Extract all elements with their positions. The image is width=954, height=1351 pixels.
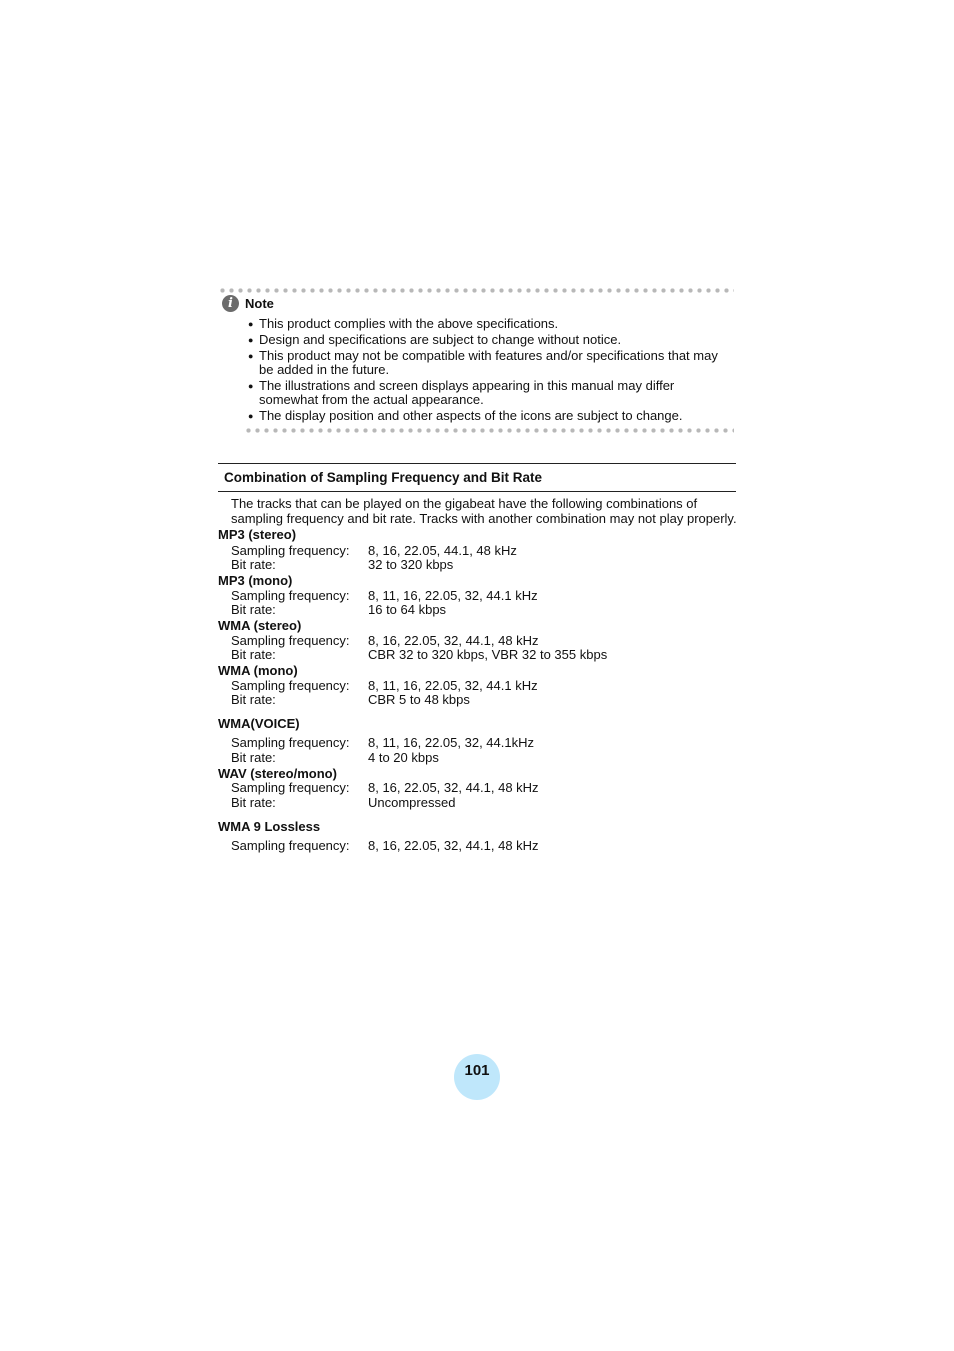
spec-value: 4 to 20 kbps [368,750,439,765]
spec-label: Bit rate: [231,692,276,707]
spec-label: Bit rate: [231,647,276,662]
spec-label: Sampling frequency: [231,633,350,648]
spec-value: 8, 16, 22.05, 44.1, 48 kHz [368,543,517,558]
spec-value: 8, 16, 22.05, 32, 44.1, 48 kHz [368,838,539,853]
spec-value: 8, 11, 16, 22.05, 32, 44.1 kHz [368,678,538,693]
spec-label: Sampling frequency: [231,780,350,795]
format-heading: WMA (mono) [218,663,298,678]
page-number-badge: 101 [454,1054,500,1100]
format-heading: MP3 (stereo) [218,527,297,542]
spec-value: CBR 5 to 48 kbps [368,692,470,707]
info-icon: i [222,295,239,312]
section-title: Combination of Sampling Frequency and Bit Rate [224,470,543,485]
section-intro: The tracks that can be played on the gigabeat have the following combinations of sampling frequency and bit rate. Tracks with another combination may not play properly. [231,496,737,526]
spec-value: 8, 11, 16, 22.05, 32, 44.1kHz [368,735,534,750]
note-header [222,295,274,312]
spec-value: 16 to 64 kbps [368,602,447,617]
note-item: ● This product may not be compatible with features and/or specifications that may be added in the future. [248,349,734,377]
spec-label: Bit rate: [231,795,276,810]
format-heading: WMA 9 Lossless [218,819,321,834]
section-header [218,463,736,492]
spec-label: Bit rate: [231,750,276,765]
note-box [218,288,734,436]
note-item: ● This product complies with the above specifications. [248,317,734,331]
spec-label: Sampling frequency: [231,588,350,603]
spec-label: Sampling frequency: [231,543,350,558]
note-title: Note [245,296,274,311]
note-bottom-dotted-divider [244,428,734,433]
note-top-dotted-divider [218,288,734,293]
format-heading: WAV (stereo/mono) [218,766,337,781]
spec-label: Sampling frequency: [231,838,350,853]
spec-value: Uncompressed [368,795,456,810]
spec-value: 8, 11, 16, 22.05, 32, 44.1 kHz [368,588,538,603]
format-heading: WMA(VOICE) [218,716,300,731]
note-item: ● The illustrations and screen displays appearing in this manual may differ somewhat from the actual appearance. [248,379,734,407]
spec-value: 8, 16, 22.05, 32, 44.1, 48 kHz [368,633,539,648]
note-item: ● Design and specifications are subject to change without notice. [248,333,734,347]
spec-value: CBR 32 to 320 kbps, VBR 32 to 355 kbps [368,647,608,662]
format-heading: MP3 (mono) [218,573,293,588]
spec-value: 32 to 320 kbps [368,557,454,572]
note-item: ● The display position and other aspects of the icons are subject to change. [248,409,734,423]
note-list [248,317,734,425]
spec-value: 8, 16, 22.05, 32, 44.1, 48 kHz [368,780,539,795]
spec-label: Sampling frequency: [231,735,350,750]
spec-label: Bit rate: [231,557,276,572]
format-heading: WMA (stereo) [218,618,302,633]
spec-label: Sampling frequency: [231,678,350,693]
spec-label: Bit rate: [231,602,276,617]
